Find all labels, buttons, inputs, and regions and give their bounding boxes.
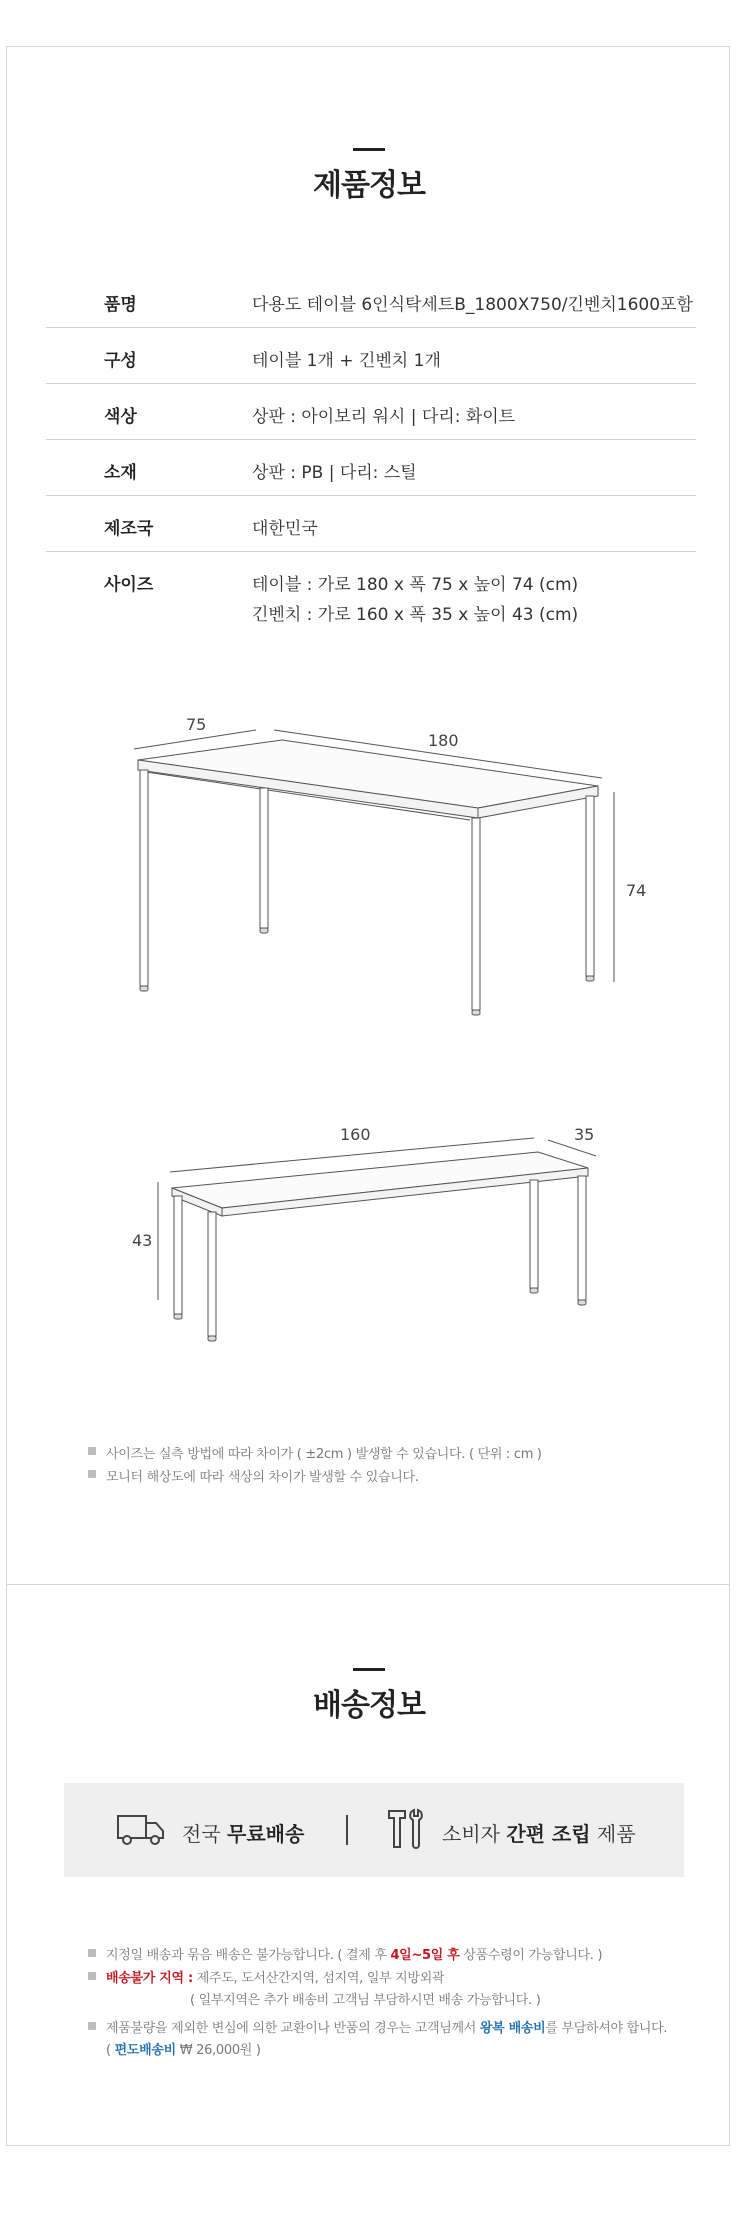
spec-row-name [46,272,696,328]
spec-row-composition [46,328,696,384]
spec-label: 제조국 [104,519,154,539]
shipping-note-1: 지정일 배송과 묶음 배송은 불가능합니다. ( 결제 후 4일~5일 후 상품수령이 가능합니다. ) [106,1948,603,1963]
bench-depth-label: 35 [574,1125,595,1144]
banner-divider [346,1815,348,1845]
spec-value: 상판 : 아이보리 워시 | 다리: 화이트 [252,407,516,427]
table-height-label: 74 [626,881,647,900]
tools-icon [386,1807,426,1855]
size-note: 사이즈는 실측 방법에 따라 차이가 ( ±2cm ) 발생할 수 있습니다. ( 단위 : cm ) [106,1447,542,1462]
spec-value: 테이블 : 가로 180 x 폭 75 x 높이 74 (cm) [252,575,579,595]
spec-value: 상판 : PB | 다리: 스틸 [252,463,417,483]
shipping-info-title: 배송정보 [313,1688,425,1723]
table-width-label: 180 [428,731,459,750]
table-depth-label: 75 [186,715,207,734]
bullet-square [88,1949,96,1957]
shipping-note-3: 제품불량을 제외한 변심에 의한 교환이나 반품의 경우는 고객님께서 왕복 배송비를 부담하셔야 합니다. [106,2021,668,2036]
section-bar [353,148,385,151]
spec-label: 품명 [104,295,137,315]
spec-row-material [46,440,696,496]
section-divider [6,1584,730,1585]
spec-row-color [46,384,696,440]
bullet-square [88,2022,96,2030]
spec-label: 구성 [104,351,137,371]
bench-diagram [0,1110,738,1360]
spec-row-origin [46,496,696,552]
shipping-banner [64,1783,684,1877]
product-info-title: 제품정보 [313,168,425,203]
bullet-square [88,1447,96,1455]
easy-assembly-text: 소비자 간편 조립 제품 [442,1822,636,1846]
bench-height-label: 43 [132,1231,153,1250]
bench-width-label: 160 [340,1125,371,1144]
spec-label: 소재 [104,463,137,483]
shipping-note-2: 배송불가 지역 : 제주도, 도서산간지역, 섬지역, 일부 지방외곽 [106,1971,445,1986]
truck-icon [116,1813,166,1851]
shipping-note-4: ( 편도배송비 ₩ 26,000원 ) [106,2043,261,2058]
spec-label: 사이즈 [104,575,154,595]
spec-value: 테이블 1개 + 긴벤치 1개 [252,351,441,371]
spec-value-bench: 긴벤치 : 가로 160 x 폭 35 x 높이 43 (cm) [252,605,579,625]
color-note: 모니터 해상도에 따라 색상의 차이가 발생할 수 있습니다. [106,1470,419,1485]
free-shipping-text: 전국 무료배송 [182,1822,305,1846]
spec-value: 대한민국 [252,519,318,539]
spec-label: 색상 [104,407,137,427]
shipping-note-2b: ( 일부지역은 추가 배송비 고객님 부담하시면 배송 가능합니다. ) [190,1993,541,2008]
spec-row-size [46,552,696,632]
section-bar [353,1668,385,1671]
table-diagram [0,700,738,1040]
bullet-square [88,1470,96,1478]
bullet-square [88,1972,96,1980]
spec-value: 다용도 테이블 6인식탁세트B_1800X750/긴벤치1600포함 [252,295,693,315]
